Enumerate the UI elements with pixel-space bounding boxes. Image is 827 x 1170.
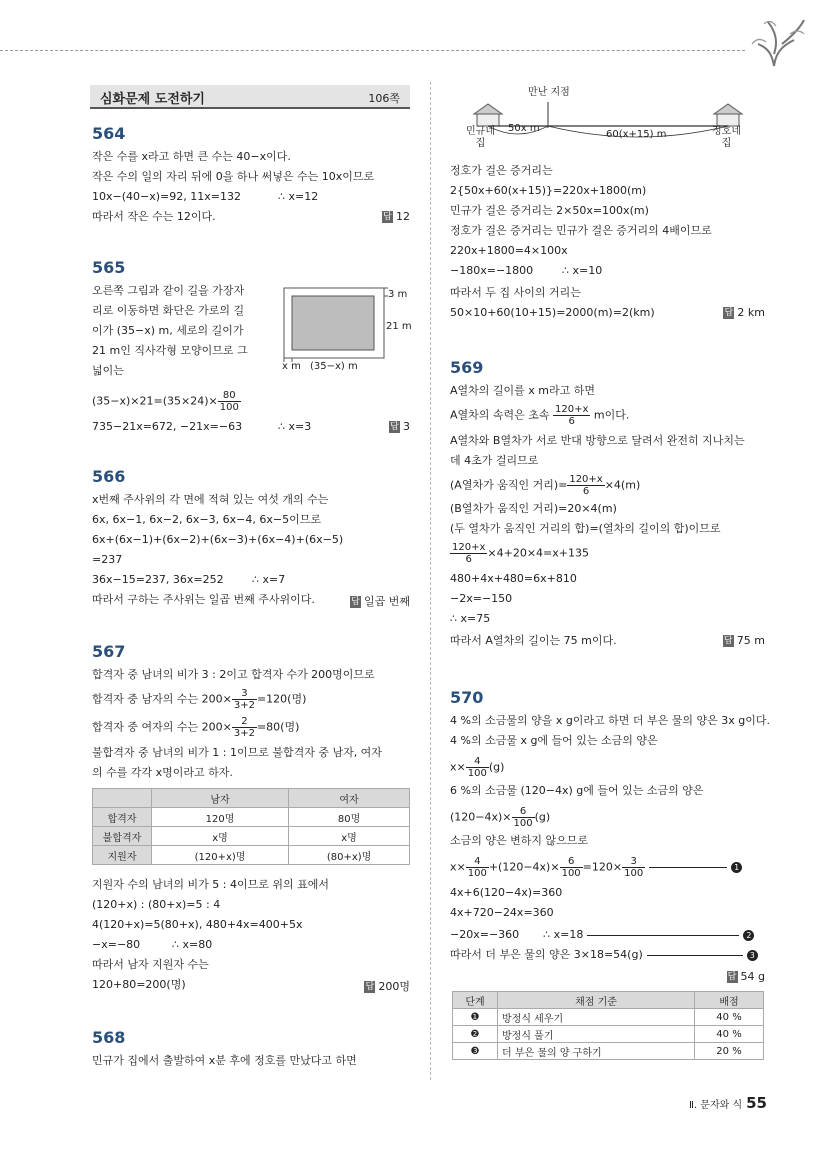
grading-table xyxy=(452,991,764,1060)
solution-line: ∴ x=10 xyxy=(562,264,603,277)
diagram-label: 정호네 집 xyxy=(712,126,741,149)
column-divider xyxy=(430,82,431,1080)
solution-line: 4 %의 소금물의 양을 x g이라고 하면 더 부은 물의 양은 3x g이다. xyxy=(450,714,771,727)
answer: 답 3 xyxy=(390,420,410,433)
table-row: ❸ 더 부은 물의 양 구하기 20 % xyxy=(453,1043,764,1060)
solution-line: 작은 수의 일의 자리 뒤에 0을 하나 써넣은 수는 10x이므로 xyxy=(92,170,375,183)
solution-line: 합격자 중 여자의 수는 200× $\frac{2}{3+2}$ =80(명) xyxy=(92,716,300,739)
solution-line: 소금의 양은 변하지 않으므로 xyxy=(450,834,589,847)
table-row: 불합격자 x명 x명 xyxy=(93,827,410,846)
table-header: 단계 xyxy=(453,992,498,1009)
solution-line: 2{50x+60(x+15)}=220x+1800(m) xyxy=(450,184,647,197)
solution-line: x번째 주사위의 각 면에 적혀 있는 여섯 개의 수는 xyxy=(92,493,329,506)
diagram-label: x m xyxy=(282,361,301,372)
applicant-table xyxy=(92,788,410,865)
table-row: ❷ 방정식 풀기 40 % xyxy=(453,1026,764,1043)
diagram-label: 만난 지점 xyxy=(528,87,570,98)
chapter-label: Ⅱ. 문자와 식 xyxy=(689,1100,743,1111)
solution-line: ∴ x=7 xyxy=(252,573,286,586)
solution-line: (B열차가 움직인 거리)=20×4(m) xyxy=(450,502,617,515)
solution-line: 50×10+60(10+15)=2000(m)=2(km) xyxy=(450,306,655,319)
solution-line: 민규가 걸은 증거리는 2×50x=100x(m) xyxy=(450,204,649,217)
problem-number: 566 xyxy=(92,467,126,486)
solution-line: 따라서 작은 수는 12이다. xyxy=(92,210,216,223)
solution-line: 4x+720−24x=360 xyxy=(450,906,554,919)
solution-line: 36x−15=237, 36x=252 xyxy=(92,573,224,586)
answer-mark: 답 xyxy=(383,212,392,222)
table-row: 합격자 120명 80명 xyxy=(93,808,410,827)
solution-line: =237 xyxy=(92,553,123,566)
table-header: 남자 xyxy=(152,789,289,808)
solution-line: 합격자 중 남자의 수는 200× $\frac{3}{3+2}$ =120(명) xyxy=(92,688,307,711)
solution-line: 6 %의 소금물 (120−4x) g에 들어 있는 소금의 양은 xyxy=(450,784,704,797)
solution-line: 따라서 남자 지원자 수는 xyxy=(92,958,209,971)
diagram-label: 50x m xyxy=(508,123,540,134)
solution-line: ∴ x=80 xyxy=(172,938,213,951)
solution-line: (35−x)×21=(35×24)× $\frac{80}{100}$ xyxy=(92,390,239,413)
table-row: ❶ 방정식 세우기 40 % xyxy=(453,1009,764,1026)
page-reference: 106쪽 xyxy=(368,92,400,105)
answer: 답 75 m xyxy=(723,634,765,647)
table-header: 배점 xyxy=(695,992,764,1009)
table-header: 여자 xyxy=(289,789,410,808)
step-marker: 3 xyxy=(747,950,758,961)
solution-line: 6x, 6x−1, 6x−2, 6x−3, 6x−4, 6x−5이므로 xyxy=(92,513,321,526)
solution-line: 데 4초가 걸리므로 xyxy=(450,454,539,467)
solution-line: −20x=−360 ∴ x=18 2 xyxy=(450,928,754,942)
table-row: 지원자 (120+x)명 (80+x)명 xyxy=(93,846,410,865)
solution-line: 220x+1800=4×100x xyxy=(450,244,568,257)
section-header xyxy=(90,85,410,109)
problem-number: 565 xyxy=(92,258,126,277)
solution-line: 10x−(40−x)=92, 11x=132 xyxy=(92,190,241,203)
solution-line: ∴ x=12 xyxy=(278,190,319,203)
step-marker: 1 xyxy=(731,862,742,873)
solution-line: 4(120+x)=5(80+x), 480+4x=400+5x xyxy=(92,918,303,931)
answer xyxy=(382,210,410,223)
page-footer xyxy=(689,1094,767,1112)
answer: 답 2 km xyxy=(724,306,765,319)
solution-line: 넓이는 xyxy=(92,364,124,377)
solution-line: x× $\frac{4}{100}$ (g) xyxy=(450,756,505,779)
solution-line: A열차와 B열차가 서로 반대 방향으로 달려서 완전히 지나치는 xyxy=(450,434,745,447)
solution-line: 정호가 걸은 증거리는 xyxy=(450,164,553,177)
problem-number: 570 xyxy=(450,688,484,707)
solution-line: 따라서 두 집 사이의 거리는 xyxy=(450,286,581,299)
answer: 답 200명 xyxy=(365,980,410,993)
problem-number: 568 xyxy=(92,1028,126,1047)
solution-line: 지원자 수의 남녀의 비가 5 : 4이므로 위의 표에서 xyxy=(92,878,329,891)
solution-line: 21 m인 직사각형 모양이므로 그 xyxy=(92,344,248,357)
solution-line: 오른쪽 그림과 같이 길을 가장자 xyxy=(92,284,245,297)
solution-line: 민규가 집에서 출발하여 x분 후에 정호를 만났다고 하면 xyxy=(92,1054,357,1067)
solution-line: 480+4x+480=6x+810 xyxy=(450,572,577,585)
solution-line: 735−21x=672, −21x=−63 xyxy=(92,420,243,433)
solution-line: A열차의 길이를 x m라고 하면 xyxy=(450,384,595,397)
table-header: 채점 기준 xyxy=(498,992,695,1009)
solution-line: 정호가 걸은 증거리는 민규가 걸은 증거리의 4배이므로 xyxy=(450,224,712,237)
solution-line: ∴ x=3 xyxy=(278,420,312,433)
answer-value: 12 xyxy=(396,210,410,223)
diagram-label: (35−x) m xyxy=(310,361,358,372)
solution-line: (120+x) : (80+x)=5 : 4 xyxy=(92,898,221,911)
solution-line: −x=−80 xyxy=(92,938,141,951)
tree-decoration-icon xyxy=(738,14,810,68)
solution-line: ∴ x=75 xyxy=(450,612,491,625)
section-title: 심화문제 도전하기 xyxy=(100,92,205,107)
diagram-label: 3 m xyxy=(388,289,408,300)
solution-line: 작은 수를 x라고 하면 큰 수는 40−x이다. xyxy=(92,150,291,163)
solution-line: 따라서 구하는 주사위는 일곱 번째 주사위이다. xyxy=(92,593,315,606)
answer: 답 54 g xyxy=(727,970,765,983)
solution-line: x× $\frac{4}{100}$ +(120−4x)× $\frac{6}{100}$ =120× $\frac{3}{100}$ 1 xyxy=(450,856,742,879)
solution-line: (120−4x)× $\frac{6}{100}$ (g) xyxy=(450,806,551,829)
diagram-label: 민규네 집 xyxy=(466,126,495,149)
solution-line: 이가 (35−x) m, 세로의 길이가 xyxy=(92,324,244,337)
solution-line: −180x=−1800 xyxy=(450,264,534,277)
step-marker: 2 xyxy=(743,930,754,941)
table-header xyxy=(93,789,152,808)
problem-number: 567 xyxy=(92,642,126,661)
solution-line: −2x=−150 xyxy=(450,592,513,605)
top-divider xyxy=(0,50,745,51)
solution-line: 4 %의 소금물 x g에 들어 있는 소금의 양은 xyxy=(450,734,658,747)
diagram-label: 21 m xyxy=(386,321,412,332)
solution-line: 의 수를 각각 x명이라고 하자. xyxy=(92,766,233,779)
solution-line: 불합격자 중 남녀의 비가 1 : 1이므로 불합격자 중 남자, 여자 xyxy=(92,746,382,759)
solution-line: A열차의 속력은 초속 $\frac{120+x}{6}$ m이다. xyxy=(450,404,630,427)
problem-number: 564 xyxy=(92,124,126,143)
solution-line: $\frac{120+x}{6}$ ×4+20×4=x+135 xyxy=(452,542,589,565)
solution-line: 따라서 더 부은 물의 양은 3×18=54(g) 3 xyxy=(450,948,758,962)
solution-line: 4x+6(120−4x)=360 xyxy=(450,886,563,899)
diagram-label: 60(x+15) m xyxy=(606,129,667,140)
solution-line: 합격자 중 남녀의 비가 3 : 2이고 합격자 수가 200명이므로 xyxy=(92,668,375,681)
problem-number: 569 xyxy=(450,358,484,377)
solution-line: 따라서 A열차의 길이는 75 m이다. xyxy=(450,634,617,647)
solution-line: (두 열차가 움직인 거리의 합)=(열차의 길이의 합)이므로 xyxy=(450,522,721,535)
solution-line: (A열차가 움직인 거리)= $\frac{120+x}{6}$ ×4(m) xyxy=(450,474,641,497)
solution-line: 리로 이동하면 화단은 가로의 길 xyxy=(92,304,245,317)
answer: 답 일곱 번째 xyxy=(351,595,410,608)
solution-line: 6x+(6x−1)+(6x−2)+(6x−3)+(6x−4)+(6x−5) xyxy=(92,533,344,546)
solution-line: 120+80=200(명) xyxy=(92,978,186,991)
page-number: 55 xyxy=(746,1094,767,1112)
